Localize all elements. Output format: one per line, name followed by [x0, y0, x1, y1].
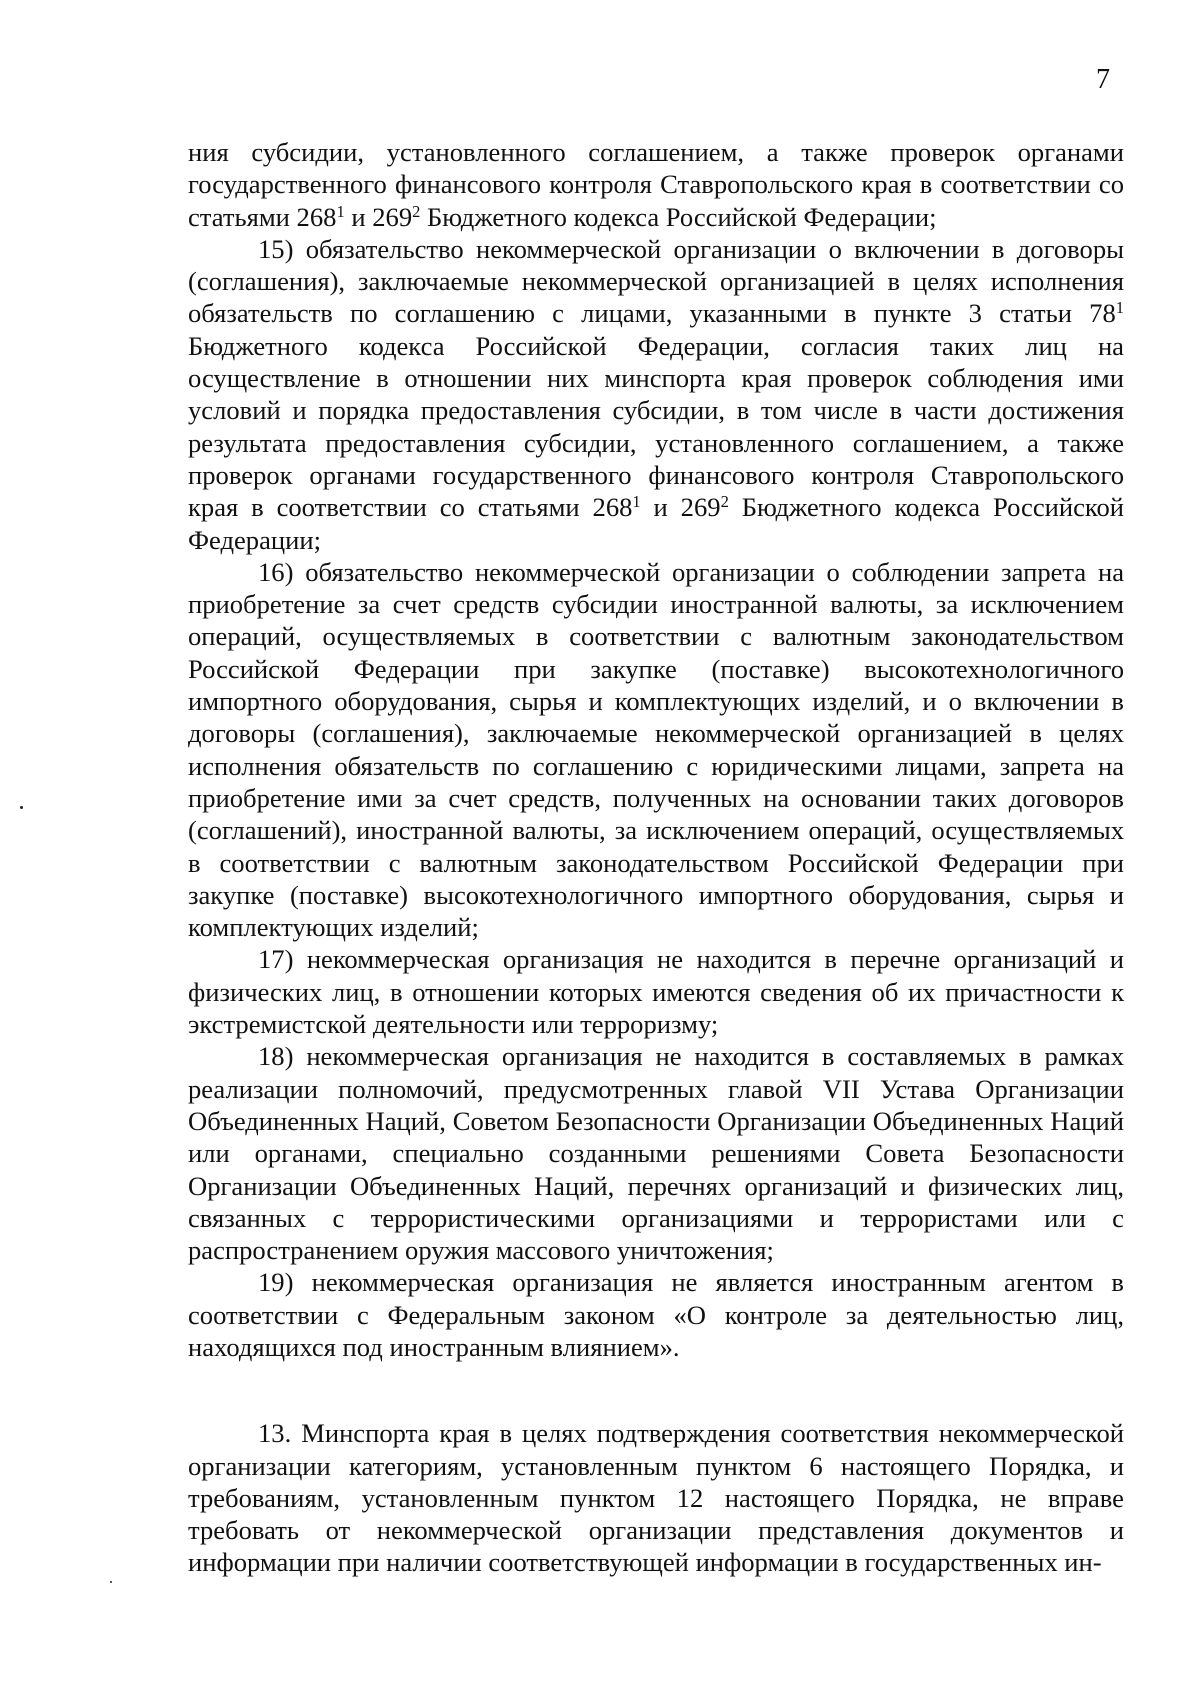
paragraph-section-13: 13. Минспорта края в целях подтверждения соответствия некоммерческой организации категориям, установленным пунктом 6 настоящего Порядка, и требованиям, установленным пунктом 12 настоящего Порядка, не вправе требовать от некоммерческой организации представления документов и информации при наличии соответствующей информации в государственных ин-: [188, 1418, 1124, 1578]
paragraph-item-15: [188, 233, 1124, 556]
text-run: и 269: [640, 492, 721, 523]
paragraph-item-16: 16) обязательство некоммерческой организации о соблюдении запрета на приобретение за счет средств субсидии иностранной валюты, за исключением операций, осуществляемых в соответствии с валютным законодательством Российской Федерации при закупке (поставке) высокотехнологичного импортного оборудования, сырья и комплектующих изделий, и о включении в договоры (соглашения), заключаемые некоммерческой организацией в целях исполнения обязательств по соглашению с юридическими лицами, запрета на приобретение ими за счет средств, полученных на основании таких договоров (соглашений), иностранной валюты, за исключением операций, осуществляемых в соответствии с валютным законодательством Российской Федерации при закупке (поставке) высокотехнологичного импортного оборудования, сырья и комплектующих изделий;: [188, 556, 1124, 943]
text-run: и 269: [344, 201, 413, 232]
superscript: 2: [720, 492, 729, 512]
page-number: 7: [1096, 64, 1110, 95]
text-run: ния субсидии, установленного соглашением, а также проверок органами государственного финансового контроля Ставропольского края в соответствии со статьями 268: [188, 137, 1124, 232]
paragraph-item-17: 17) некоммерческая организация не находится в перечне организаций и физических лиц, в отношении которых имеются сведения об их причастности к экстремистской деятельности или терроризму;: [188, 944, 1124, 1040]
paragraph-item-18: 18) некоммерческая организация не находится в составляемых в рамках реализации полномочий, предусмотренных главой VII Устава Организации Объединенных Наций, Советом Безопасности Организации Объединенных Наций или органами, специально созданными решениями Совета Безопасности Организации Объединенных Наций, перечнях организаций и физических лиц, связанных с террористическими организациями и террористами или с распространением оружия массового уничтожения;: [188, 1041, 1124, 1266]
superscript: 1: [632, 492, 641, 512]
superscript: 1: [1115, 298, 1124, 318]
superscript: 1: [336, 201, 345, 221]
scan-speck: [110, 1581, 112, 1583]
text-run: Бюджетного кодекса Российской Федерации, согласия таких лиц на осуществление в отношении них минспорта края проверок соблюдения ими условий и порядка предоставления субсидии, в том числе в части достижения результата предоставления субсидии, установленного соглашением, а также проверок органами государственного финансового контроля Ставропольского края в соответствии со статьями 268: [188, 330, 1124, 523]
text-run: Бюджетного кодекса Российской Федерации;: [188, 492, 1125, 555]
paragraph-14-continuation: [188, 136, 1124, 233]
text-run: 15) обязательство некоммерческой организации о включении в договоры (соглашения), заключаемые некоммерческой организацией в целях исполнения обязательств по соглашению с лицами, указанными в пункте 3 статьи 78: [188, 233, 1124, 329]
scan-speck: [20, 806, 23, 809]
document-body: [188, 136, 1124, 1579]
superscript: 2: [412, 201, 421, 221]
paragraph-item-19: 19) некоммерческая организация не является иностранным агентом в соответствии с Федеральным законом «О контроле за деятельностью лиц, находящихся под иностранным влиянием».: [188, 1267, 1124, 1362]
text-run: Бюджетного кодекса Российской Федерации;: [420, 201, 937, 232]
